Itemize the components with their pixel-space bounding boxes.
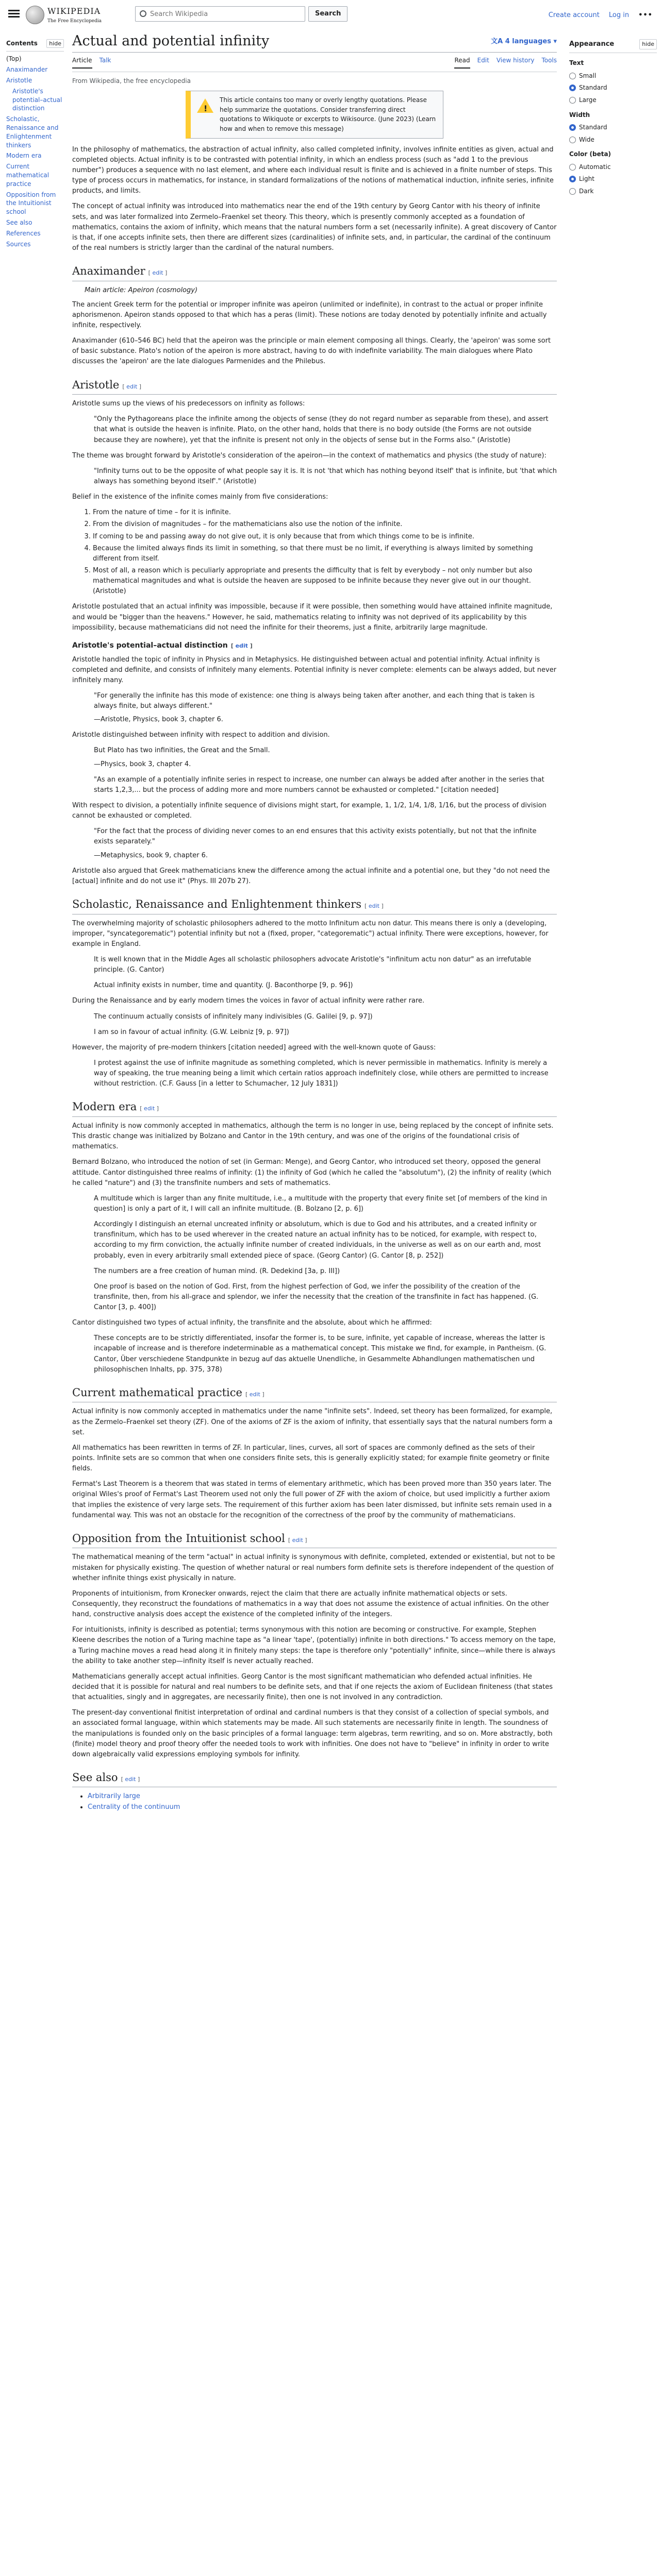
search-icon <box>140 10 146 17</box>
edit-section-link[interactable]: edit <box>249 1391 260 1398</box>
quotation: The continuum actually consists of infinitely many indivisibles (G. Galilei [9, p. 97]) <box>94 1012 373 1021</box>
color-label: Color (beta) <box>569 150 611 158</box>
paragraph: However, the majority of pre-modern thinkers [citation needed] agreed with the well-known quote of Gauss: <box>72 1043 436 1052</box>
appearance-hide-button[interactable]: hide <box>639 39 657 49</box>
color-option-label: Automatic <box>579 163 611 171</box>
paragraph: All mathematics has been rewritten in terms of ZF. In particular, lines, curves, all sort of spaces are commonly defined as the sets of their points. Infinite sets are so common that when one considers finite sets, this is generally explicitly stated; for example finite geometry or finite fields. <box>72 1444 550 1473</box>
toc-item[interactable]: Aristotle's potential–actual distinction <box>12 87 62 112</box>
quote-citation: —Physics, book 3, chapter 4. <box>94 760 191 768</box>
toc-item[interactable]: See also <box>6 218 32 226</box>
wikipedia-logo[interactable] <box>26 5 102 25</box>
section-heading: Anaximander [ edit ] <box>72 263 557 281</box>
quotation: "Infinity turns out to be the opposite of what people say it is. It is not 'that which has nothing beyond itself' that is infinite, but 'that which always has something beyond itself'." (Aristotle) <box>94 467 557 485</box>
list-item: 4. Because the limited always finds its limit in something, so that there must be no limit, if everything is always limited by something different from itself. <box>93 544 557 564</box>
quotation: "Only the Pythagoreans place the infinite among the objects of sense (they do not regard number as separable from these), and assert that what is outside the heaven is infinite. Plato, on the other hand, holds that there is no body outside (the Forms are not outside because they are nowhere), yet that the infinite is present not only in the objects of sense but in the Forms also." (Aristotle) <box>94 415 549 444</box>
text-size-option[interactable] <box>569 71 657 81</box>
more-options-icon[interactable]: ••• <box>638 11 653 19</box>
quotation: I am so in favour of actual infinity. (G.W. Leibniz [9, p. 97]) <box>94 1028 289 1036</box>
text-size-option[interactable] <box>569 95 657 105</box>
quotation: A multitude which is larger than any finite multitude, i.e., a multitude with the property that every finite set [of members of the kind in question] is only a part of it, I will call an infinite multitude. (B. Bolzano [2, p. 6]) <box>94 1194 548 1213</box>
toc-list <box>6 55 64 248</box>
paragraph: Proponents of intuitionism, from Kronecker onwards, reject the claim that there are actually infinite mathematical objects or sets. Consequently, they reconstruct the foundations of mathematics in a way that does not assume the existence of actual infinities. On the other hand, constructive analysis does accept the existence of the completed infinity of the integers. <box>72 1589 549 1619</box>
tagline: The Free Encyclopedia <box>47 18 102 24</box>
list-item: 3. If coming to be and passing away do not give out, it is only because that from which things come to be is infinite. <box>93 532 557 542</box>
paragraph: Fermat's Last Theorem is a theorem that was stated in terms of elementary arithmetic, which has been proved more than 350 years later. The original Wiles's proof of Fermat's Last Theorem used not only the full power of ZF with the axiom of choice, but used implicitly a further axiom that implies the existence of very large sets. The requirement of this further axiom has been later dismissed, but infinite sets remain used in a fundamental way. This was not an obstacle for the recognition of the correctness of the proof by the community of mathematicians. <box>72 1480 552 1519</box>
text-size-option-label: Standard <box>579 84 607 92</box>
quotation: Actual infinity exists in number, time and quantity. (J. Baconthorpe [9, p. 96]) <box>94 981 353 990</box>
paragraph: The overwhelming majority of scholastic philosophers adhered to the motto Infinitum actu non datur. This means there is only a (developing, improper, "syncategorematic") potential infinity but not a (fixed, proper, "categorematic") actual infinity. There were exceptions, however, for example in England. <box>72 919 549 948</box>
toc-hide-button[interactable]: hide <box>46 39 64 48</box>
paragraph: Aristotle distinguished between infinity with respect to addition and division. <box>72 731 330 739</box>
tab-read[interactable]: Read <box>454 56 470 69</box>
toc-item[interactable]: Modern era <box>6 152 42 160</box>
radio-icon <box>569 137 576 143</box>
quotation: The numbers are a free creation of human mind. (R. Dedekind [3a, p. III]) <box>94 1267 340 1275</box>
page-tabs <box>72 56 557 72</box>
paragraph: Mathematicians generally accept actual infinities. Georg Cantor is the most significant mathematician who defended actual infinities. He decided that it is possible for natural and real numbers to be definite sets, and that if one rejects the axiom of Euclidean finiteness (that states that actualities, singly and in aggregates, are necessarily finite), then one is not involved in any contradiction. <box>72 1672 553 1702</box>
section-heading: Scholastic, Renaissance and Enlightenment thinkers [ edit ] <box>72 896 557 914</box>
color-option-label: Dark <box>579 188 594 195</box>
text-size-option-label: Small <box>579 72 597 79</box>
quotation: It is well known that in the Middle Ages all scholastic philosophers advocate Aristotle's "infinitum actu non datur" as an irrefutable principle. (G. Cantor) <box>94 956 532 974</box>
width-option[interactable] <box>569 123 657 132</box>
text-size-option[interactable] <box>569 83 657 93</box>
create-account-link[interactable]: Create account <box>548 11 600 19</box>
main-content <box>72 32 557 1818</box>
width-option-label: Standard <box>579 124 607 131</box>
list-item: 5. Most of all, a reason which is peculiarly appropriate and presents the difficulty that is felt by everybody – not only number but also mathematical magnitudes and what is outside the heaven are supposed to be infinite because they never give out in our thought. (Aristotle) <box>93 566 557 597</box>
wordmark: WIKIPEDIA <box>47 6 101 16</box>
radio-icon <box>569 124 576 131</box>
toc-item[interactable]: (Top) <box>6 55 22 63</box>
quotation: These concepts are to be strictly differentiated, insofar the former is, to be sure, infinite, yet capable of increase, whereas the latter is incapable of increase and is therefore indeterminable as a mathematical concept. This mistake we find, for example, in Pantheism. (G. Cantor, Über verschiedene Standpunkte in bezug auf das aktuelle Unendliche, in Gesammelte Abhandlungen mathematischen und philosophischen Inhalts, pp. 375, 378) <box>94 1334 547 1374</box>
section-heading: See also [ edit ] <box>72 1769 557 1788</box>
text-size-option-label: Large <box>579 96 597 104</box>
paragraph: With respect to division, a potentially infinite sequence of divisions might start, for example, 1, 1/2, 1/4, 1/8, 1/16, but the process of division cannot be exhausted or completed. <box>72 802 547 820</box>
edit-section-link[interactable]: edit <box>125 1775 136 1783</box>
search-input[interactable] <box>150 10 305 18</box>
edit-section-link[interactable]: edit <box>235 642 248 649</box>
see-also-link[interactable]: Centrality of the continuum <box>88 1803 180 1811</box>
radio-icon <box>569 176 576 182</box>
width-label: Width <box>569 111 590 118</box>
paragraph: Actual infinity is now commonly accepted in mathematics under the name "infinite sets". Indeed, set theory has been formalized, for example, as the Zermelo–Fraenkel set theory (ZF). One of the axioms of ZF is the axiom of infinity, that essentially says that the natural numbers form a set. <box>72 1408 553 1436</box>
quote-citation: —Aristotle, Physics, book 3, chapter 6. <box>94 716 223 724</box>
list-item: 1. From the nature of time – for it is infinite. <box>93 507 557 518</box>
quotation-notice <box>186 91 443 138</box>
paragraph: Belief in the existence of the infinite comes mainly from five considerations: <box>72 493 328 501</box>
edit-section-link[interactable]: edit <box>144 1105 155 1112</box>
quotation: "As an example of a potentially infinite series in respect to increase, one number can always be added after another in the series that starts 1,2,3,... but the process of adding more and more numbers cannot be exhausted or completed." [citation needed] <box>94 775 544 794</box>
edit-section-link[interactable]: edit <box>152 269 163 277</box>
width-option-label: Wide <box>579 135 594 143</box>
tab-talk[interactable]: Talk <box>99 57 111 64</box>
edit-section-link[interactable]: edit <box>368 903 379 910</box>
paragraph: The mathematical meaning of the term "actual" in actual infinity is synonymous with definite, completed, extended or existential, but not to be mistaken for physically existing. The question of whether natural or real numbers form definite sets is therefore independent of the question of whether infinite things exist physically in nature. <box>72 1553 555 1582</box>
toc-item[interactable]: Anaximander <box>6 66 48 74</box>
paragraph: The present-day conventional finitist interpretation of ordinal and cardinal numbers is that they consist of a collection of special symbols, and an associated formal language, within which statements may be made. All such statements are necessarily finite in length. The soundness of the manipulations is founded only on the basic principles of a formal language: term algebras, term rewriting, and so on. More abstractly, both (finite) model theory and proof theory offer the needed tools to work with infinities. One does not have to "believe" in infinity in order to write down algebraically valid expressions employing symbols for infinity. <box>72 1709 553 1758</box>
appearance-title: Appearance <box>569 40 615 48</box>
quotation: Accordingly I distinguish an eternal uncreated infinity or absolutum, which is due to God and his attributes, and a created infinity or transfinitum, which has to be used wherever in the created nature an actual infinity has to be noticed, for example, with respect to, according to my firm conviction, the actually infinite number of created individuals, in the universe as well as on our earth and, most probably, even in every arbitrarily small extended piece of space. (Georg Cantor) (G. Cantor [8, p. 252]) <box>94 1221 541 1260</box>
quotation: "For the fact that the process of dividing never comes to an end ensures that this activity exists potentially, but not that the infinite exists separately." —Metaphysics, book 9, chapter 6. <box>87 826 557 860</box>
language-button[interactable]: 文A 4 languages ▾ <box>491 37 557 45</box>
radio-icon <box>569 97 576 104</box>
search-box[interactable] <box>135 6 305 22</box>
color-option[interactable] <box>569 187 657 196</box>
paragraph: Aristotle also argued that Greek mathematicians knew the difference among the actual infinite and a potential one, but they "do not need the [actual] infinite and do not use it" (Phys. III 207b 27). <box>72 867 550 885</box>
width-option[interactable] <box>569 135 657 145</box>
from-wikipedia: From Wikipedia, the free encyclopedia <box>72 77 191 84</box>
search-button[interactable]: Search <box>308 6 347 22</box>
globe-icon <box>26 6 44 24</box>
considerations-list <box>93 507 557 597</box>
paragraph: Aristotle postulated that an actual infinity was impossible, because if it were possible, then something would have attained infinite magnitude, and would be "bigger than the heavens." However, he said, mathematics relating to infinity was not deprived of its applicability by this impossibility, because mathematicians did not need the infinite for their theorems, just a finite, arbitrarily large magnitude. <box>72 603 553 632</box>
toc-item[interactable]: Current mathematical practice <box>6 163 49 188</box>
paragraph: Aristotle handled the topic of infinity in Physics and in Metaphysics. He distinguished between actual and potential infinity. Actual infinity is completed and definite, and consists of infinitely many elements. Potential infinity is never complete: elements can be always added, but never infinitely many. <box>72 655 557 684</box>
toc-title: Contents <box>6 40 38 47</box>
paragraph: For intuitionists, infinity is described as potential; terms synonymous with this notion are becoming or constructive. For example, Stephen Kleene describes the notion of a Turing machine tape as "a linear 'tape', (potentially) infinite in both directions." To access memory on the tape, a Turing machine moves a read head along it in finitely many steps: the tape is therefore only "potentially" infinite, since—while there is always the ability to take another step—infinity itself is never actually reached. <box>72 1626 556 1665</box>
table-of-contents <box>6 39 64 250</box>
appearance-panel <box>569 39 657 199</box>
color-option[interactable] <box>569 162 657 172</box>
main-menu-icon[interactable] <box>8 8 20 20</box>
quotation: But Plato has two infinities, the Great and the Small. —Physics, book 3, chapter 4. <box>87 745 557 769</box>
radio-icon <box>569 84 576 91</box>
color-option-label: Light <box>579 175 594 183</box>
paragraph: Cantor distinguished two types of actual infinity, the transfinite and the absolute, about which he affirmed: <box>72 1319 432 1327</box>
paragraph: Anaximander (610–546 BC) held that the apeiron was the principle or main element composing all things. Clearly, the 'apeiron' was some sort of basic substance. Plato's notion of the apeiron is more abstract, having to do with indefinite variability. The main dialogues where Plato discusses the 'apeiron' are the late dialogues Parmenides and the Philebus. <box>72 337 551 366</box>
section-heading: Current mathematical practice [ edit ] <box>72 1384 557 1403</box>
radio-icon <box>569 164 576 171</box>
section-heading: Modern era [ edit ] <box>72 1098 557 1117</box>
paragraph: The theme was brought forward by Aristotle's consideration of the apeiron—in the context of mathematics and physics (the study of nature): <box>72 451 547 460</box>
paragraph: The ancient Greek term for the potential or improper infinite was apeiron (unlimited or indefinite), in contrast to the actual or proper infinite aphorismenon. Apeiron stands opposed to that which has a peras (limit). These notions are today denoted by potentially infinite and actually infinite, respectively. <box>72 300 547 330</box>
toc-item[interactable]: Opposition from the Intuitionist school <box>6 191 56 216</box>
page-title: Actual and potential infinity <box>72 33 270 49</box>
warning-icon <box>197 98 213 113</box>
subsection-heading: Aristotle's potential–actual distinction [ edit ] <box>72 641 253 650</box>
tab-view-history[interactable]: View history <box>496 57 535 64</box>
notice-text: This article contains too many or overly lengthy quotations. Please help summarize the quotations. Consider transferring direct quotations to Wikiquote or excerpts to Wikisource. (June 2023) (Learn how and when to remove this message) <box>220 96 436 133</box>
intro-paragraph: The concept of actual infinity was introduced into mathematics near the end of the 19th century by Georg Cantor with his theory of infinite sets, and was later formalized into Zermelo–Fraenkel set theory. This theory, which is presently commonly accepted as a foundation of mathematics, contains the axiom of infinity, which means that the natural numbers form a set (necessarily infinite). A great discovery of Cantor is that, if one accepts infinite sets, then there are different sizes (cardinalities) of infinite sets, and, in particular, the cardinal of the continuum of the real numbers is strictly larger than the cardinal of the natural numbers. <box>72 202 557 252</box>
quotation: "For generally the infinite has this mode of existence: one thing is always being taken after another, and each thing that is taken is always finite, but always different." —Aristotle, Physics, book 3, chapter 6. <box>87 691 557 725</box>
tab-article[interactable]: Article <box>72 56 92 69</box>
toc-item[interactable]: Sources <box>6 240 31 248</box>
list-item: 2. From the division of magnitudes – for the mathematicians also use the notion of the infinite. <box>93 519 557 530</box>
quotation: I protest against the use of infinite magnitude as something completed, which is never permissible in mathematics. Infinity is merely a way of speaking, the true meaning being a limit which certain ratios approach indefinitely close, while others are permitted to increase without restriction. (C.F. Gauss [in a letter to Schumacher, 12 July 1831]) <box>94 1059 549 1088</box>
paragraph: Actual infinity is now commonly accepted in mathematics, although the term is no longer in use, being replaced by the concept of infinite sets. This drastic change was initialized by Bolzano and Cantor in the 19th century, and was one of the origins of the foundational crisis of mathematics. <box>72 1122 554 1151</box>
section-heading: Aristotle [ edit ] <box>72 377 557 395</box>
paragraph: Bernard Bolzano, who introduced the notion of set (in German: Menge), and Georg Cantor, who introduced set theory, opposed the general attitude. Cantor distinguished three realms of infinity: (1) the infinity of God (which he called the "absolutum"), (2) the infinity of reality (which he called "nature") and (3) the transfinite numbers and sets of mathematics. <box>72 1158 552 1187</box>
edit-section-link[interactable]: edit <box>126 383 138 390</box>
quotation: One proof is based on the notion of God. First, from the highest perfection of God, we infer the possibility of the creation of the transfinite, then, from his all-grace and splendor, we infer the necessity that the creation of the transfinite in fact has happened. (G. Cantor [3, p. 400]) <box>94 1282 539 1312</box>
hatnote: Main article: Apeiron (cosmology) <box>85 286 198 294</box>
text-size-label: Text <box>569 59 584 67</box>
header <box>0 0 662 29</box>
see-also-link[interactable]: Arbitrarily large <box>88 1792 140 1801</box>
section-heading: Opposition from the Intuitionist school [ edit ] <box>72 1530 557 1549</box>
quote-citation: —Metaphysics, book 9, chapter 6. <box>94 851 208 859</box>
user-links <box>549 10 653 21</box>
edit-section-link[interactable]: edit <box>292 1536 303 1544</box>
paragraph: Aristotle sums up the views of his predecessors on infinity as follows: <box>72 400 305 408</box>
radio-icon <box>569 73 576 79</box>
paragraph: During the Renaissance and by early modern times the voices in favor of actual infinity were rather rare. <box>72 997 425 1005</box>
login-link[interactable]: Log in <box>608 11 630 19</box>
toc-item[interactable]: Scholastic, Renaissance and Enlightenment thinkers <box>6 115 59 149</box>
color-option[interactable] <box>569 174 657 184</box>
see-also-list <box>88 1791 557 1812</box>
toc-item[interactable]: References <box>6 229 41 237</box>
tab-tools[interactable]: Tools <box>541 57 557 64</box>
toc-item[interactable]: Aristotle <box>6 76 32 84</box>
tab-edit[interactable]: Edit <box>477 57 489 64</box>
intro-paragraph: In the philosophy of mathematics, the abstraction of actual infinity, also called completed infinity, involves infinite entities as given, actual and completed objects. Actual infinity is to be contrasted with potential infinity, in which an endless process (such as "add 1 to the previous number") produces a sequence with no last element, and where each individual result is finite and is achieved in a finite number of steps. This type of process occurs in mathematics, for instance, in standard formalizations of the notions of mathematical induction, infinite series, infinite products, and limits. <box>72 145 554 195</box>
radio-icon <box>569 188 576 195</box>
